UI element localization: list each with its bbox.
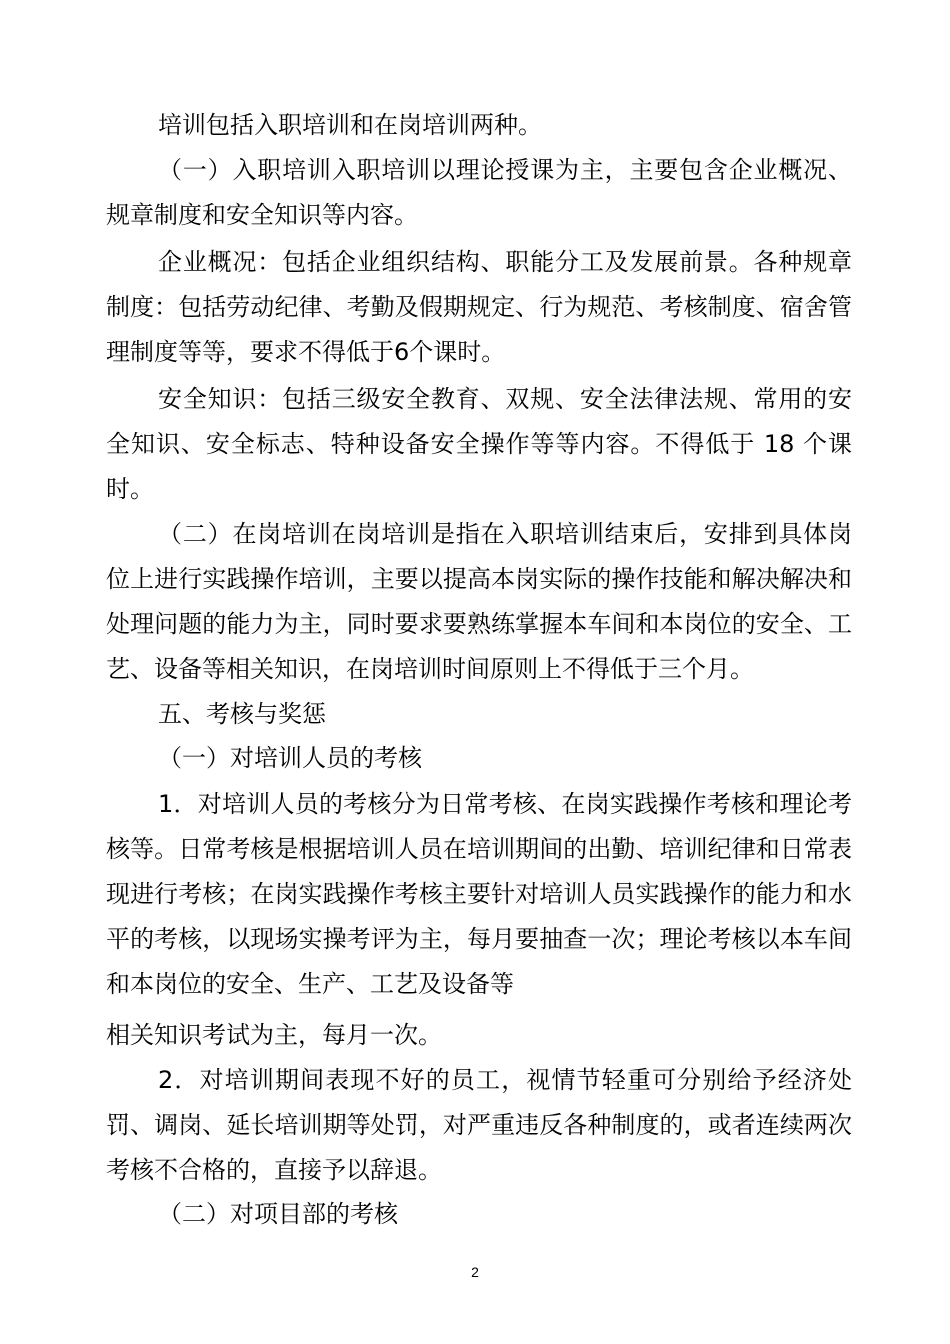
- paragraph-on-post-training: （二）在岗培训在岗培训是指在入职培训结束后，安排到具体岗位上进行实践操作培训，主要以提高本岗实际的操作技能和解决解决和处理问题的能力为主，同时要求要熟练掌握本车间和本岗位的安全、工艺、设备等相关知识，在岗培训时间原则上不得低于三个月。: [106, 520, 852, 683]
- subheading-project-assessment: （二）对项目部的考核: [158, 1200, 398, 1228]
- paragraph-assessment-item-1: 1．对培训人员的考核分为日常考核、在岗实践操作考核和理论考核等。日常考核是根据培训人员在培训期间的出勤、培训纪律和日常表现进行考核；在岗实践操作考核主要针对培训人员实践操作的能力和水平的考核，以现场实操考评为主，每月要抽查一次；理论考核以本车间和本岗位的安全、生产、工艺及设备等: [106, 790, 852, 998]
- paragraph-training-types: 培训包括入职培训和在岗培训两种。: [158, 111, 542, 139]
- paragraph-onboarding-training: （一）入职培训入职培训以理论授课为主，主要包含企业概况、规章制度和安全知识等内容。: [106, 156, 852, 229]
- section-heading-assessment: 五、考核与奖惩: [158, 700, 326, 728]
- subheading-trainee-assessment: （一）对培训人员的考核: [158, 744, 422, 772]
- paragraph-company-overview: 企业概况：包括企业组织结构、职能分工及发展前景。各种规章制度：包括劳动纪律、考勤及假期规定、行为规范、考核制度、宿舍管理制度等等，要求不得低于6个课时。: [106, 248, 852, 366]
- page-number: 2: [471, 1264, 479, 1280]
- paragraph-assessment-item-2: 2．对培训期间表现不好的员工，视情节轻重可分别给予经济处罚、调岗、延长培训期等处罚，对严重违反各种制度的，或者连续两次考核不合格的，直接予以辞退。: [106, 1066, 852, 1184]
- paragraph-safety-knowledge: 安全知识：包括三级安全教育、双规、安全法律法规、常用的安全知识、安全标志、特种设备安全操作等等内容。不得低于 18 个课时。: [106, 385, 852, 503]
- paragraph-assessment-item-1-continued: 相关知识考试为主，每月一次。: [106, 1021, 442, 1049]
